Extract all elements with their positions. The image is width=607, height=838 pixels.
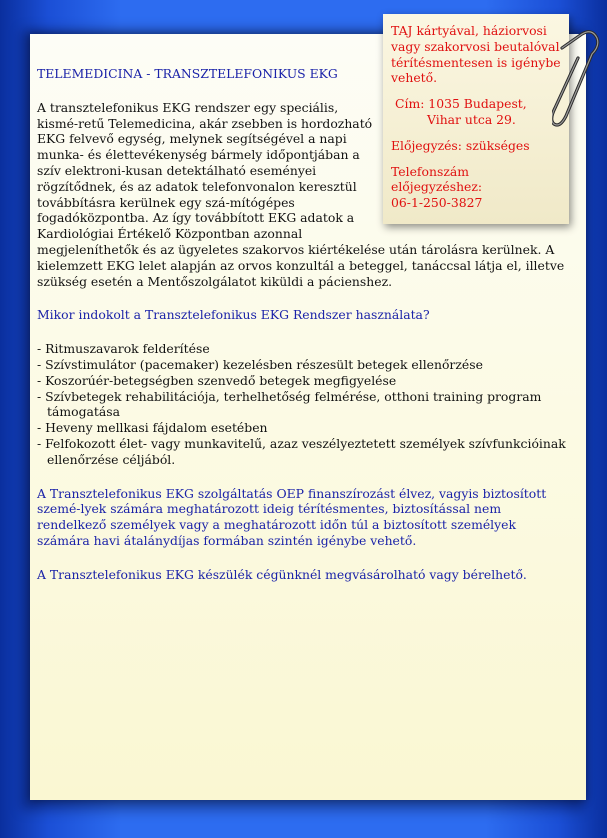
phone-label: Telefonszám előjegyzéshez: xyxy=(391,163,483,195)
purchase-paragraph: A Transztelefonikus EKG készülék cégünknél megvásárolható vagy bérelhető. xyxy=(37,566,527,582)
paperclip-icon xyxy=(552,28,600,138)
indication-list xyxy=(37,341,572,467)
page-title: TELEMEDICINA - TRANSZTELEFONIKUS EKG xyxy=(37,66,338,81)
list-item: - Heveny mellkasi fájdalom esetében xyxy=(37,420,268,436)
list-item: - Koszorúér-betegségben szenvedő betegek megfigyelése xyxy=(37,372,397,388)
list-item: - Szívbetegek rehabilitációja, terhelhetőség felmérése, otthoni training program támogatása xyxy=(37,388,542,420)
indication-question: Mikor indokolt a Transztelefonikus EKG Rendszer használata? xyxy=(37,307,430,323)
appointment-text: Előjegyzés: szükséges xyxy=(391,137,530,153)
taj-text: TAJ kártyával, háziorvosi vagy szakorvosi beutalóval térítésmentesen is igénybe vehető. xyxy=(391,23,561,86)
phone-number: 06-1-250-3827 xyxy=(391,195,483,211)
financing-paragraph: A Transztelefonikus EKG szolgáltatás OEP finanszírozást élvez, vagyis biztosított szemé-lyek számára meghatározott ideig térítésmentes, biztosítással nem rendelkező személyek vagy a meghatározott időn túl a biztosított személyek számára havi átalánydíjas formában szintén igénybe vehető. xyxy=(37,485,547,548)
address-line-2: Vihar utca 29. xyxy=(427,111,516,127)
address-line-1: Cím: 1035 Budapest, xyxy=(395,96,527,112)
list-item: - Ritmuszavarok felderítése xyxy=(37,341,210,357)
info-note xyxy=(383,14,569,224)
list-item: - Szívstimulátor (pacemaker) kezelésben részesült betegek ellenőrzése xyxy=(37,356,483,372)
list-item: - Felfokozott élet- vagy munkavitelű, azaz veszélyeztetett személyek szívfunkcióinak ellenőrzése céljából. xyxy=(37,435,566,467)
intro-paragraph: A transztelefonikus EKG rendszer egy speciális, kismé-retű Telemedicina, akár zsebben is hordozható EKG felvevő egység, melynek segítségével a napi munka- és élettevékenység bármely időpontjában a szív elektroni-kusan detektálható eseményei rögzítődnek, és az adatok telefonvonalon keresztül továbbításra kerülnek egy szá-mítógépes fogadóközpontba. Az így továbbított EKG adatok a Kardiológiai Értékelő Központban azonnal megjeleníthetők és az ügyeletes szakorvos kiértékelése után tárolásra kerülnek. A kielemzett EKG lelet alapján az orvos konzultál a beteggel, tanáccsal látja el, illetve szükség esetén a Mentőszolgálatot kiküldi a pácienshez. xyxy=(37,99,565,289)
